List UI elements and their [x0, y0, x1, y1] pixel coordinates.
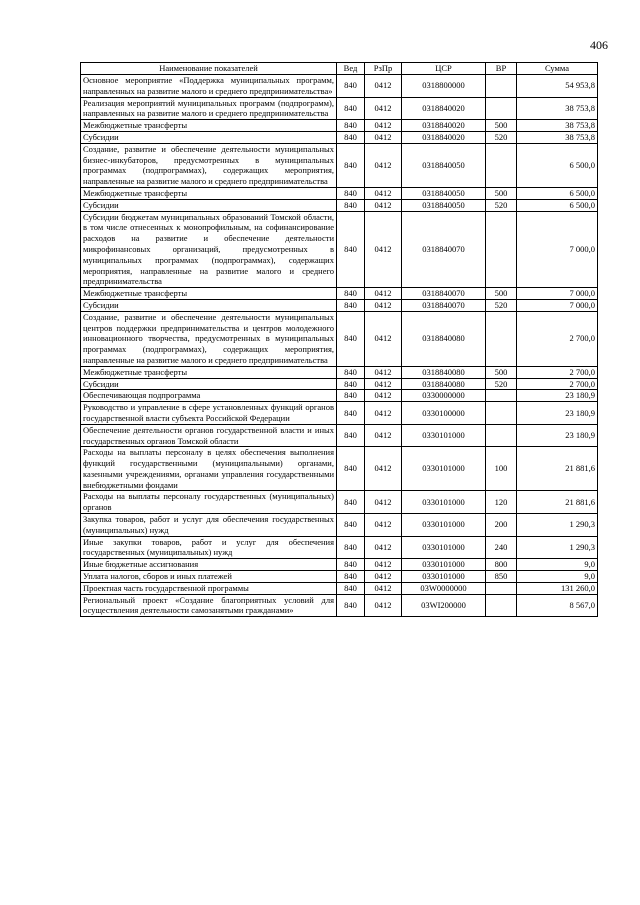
cell-csr: 0318840020 — [402, 131, 486, 143]
cell-csr: 0318840080 — [402, 366, 486, 378]
cell-ved: 840 — [337, 402, 365, 425]
cell-sum: 2 700,0 — [517, 311, 598, 366]
cell-name: Иные бюджетные ассигнования — [81, 559, 337, 571]
cell-csr: 0318840070 — [402, 299, 486, 311]
cell-csr: 0318840070 — [402, 288, 486, 300]
cell-name: Межбюджетные трансферты — [81, 120, 337, 132]
cell-sum: 2 700,0 — [517, 366, 598, 378]
cell-name: Основное мероприятие «Поддержка муниципальных программ, направленных на развитие малого и среднего предпринимательства» — [81, 75, 337, 98]
table-row — [81, 299, 598, 311]
cell-ved: 840 — [337, 97, 365, 120]
cell-ved: 840 — [337, 199, 365, 211]
cell-ved: 840 — [337, 447, 365, 491]
cell-vr: 200 — [486, 514, 517, 537]
table-row — [81, 311, 598, 366]
cell-ved: 840 — [337, 211, 365, 288]
cell-csr: 0330101000 — [402, 447, 486, 491]
cell-vr: 500 — [486, 366, 517, 378]
cell-csr: 0330100000 — [402, 402, 486, 425]
table-row — [81, 131, 598, 143]
cell-vr — [486, 75, 517, 98]
cell-ved: 840 — [337, 143, 365, 187]
cell-ved: 840 — [337, 594, 365, 617]
cell-name: Субсидии — [81, 378, 337, 390]
cell-ved: 840 — [337, 582, 365, 594]
table-row — [81, 378, 598, 390]
cell-sum: 38 753,8 — [517, 120, 598, 132]
cell-name: Обеспечение деятельности органов государственной власти и иных государственных органов Томской области — [81, 424, 337, 447]
cell-rzpr: 0412 — [365, 366, 402, 378]
cell-rzpr: 0412 — [365, 582, 402, 594]
cell-ved: 840 — [337, 187, 365, 199]
cell-sum: 6 500,0 — [517, 143, 598, 187]
cell-ved: 840 — [337, 311, 365, 366]
cell-vr: 520 — [486, 378, 517, 390]
table-row — [81, 390, 598, 402]
cell-csr: 0318840050 — [402, 187, 486, 199]
cell-name: Расходы на выплаты персоналу в целях обеспечения выполнения функций государственными (муниципальными) органами, казенными учреждениями, органами управления государственными внебюджетными фондами — [81, 447, 337, 491]
cell-rzpr: 0412 — [365, 75, 402, 98]
cell-ved: 840 — [337, 366, 365, 378]
cell-csr: 0318840020 — [402, 97, 486, 120]
cell-sum: 1 290,3 — [517, 514, 598, 537]
table-row — [81, 582, 598, 594]
header-sum: Сумма — [517, 63, 598, 75]
cell-name: Проектная часть государственной программы — [81, 582, 337, 594]
cell-vr — [486, 582, 517, 594]
cell-csr: 0318800000 — [402, 75, 486, 98]
cell-ved: 840 — [337, 536, 365, 559]
cell-csr: 0318840050 — [402, 143, 486, 187]
table-row — [81, 491, 598, 514]
cell-vr — [486, 390, 517, 402]
cell-ved: 840 — [337, 288, 365, 300]
header-ved: Вед — [337, 63, 365, 75]
cell-csr: 0330101000 — [402, 536, 486, 559]
cell-sum: 7 000,0 — [517, 299, 598, 311]
table-row — [81, 187, 598, 199]
cell-name: Руководство и управление в сфере установленных функций органов государственной власти субъекта Российской Федерации — [81, 402, 337, 425]
cell-name: Обеспечивающая подпрограмма — [81, 390, 337, 402]
cell-vr: 850 — [486, 571, 517, 583]
cell-vr: 240 — [486, 536, 517, 559]
cell-vr: 120 — [486, 491, 517, 514]
cell-vr: 520 — [486, 199, 517, 211]
cell-sum: 54 953,8 — [517, 75, 598, 98]
cell-sum: 2 700,0 — [517, 378, 598, 390]
cell-vr: 520 — [486, 299, 517, 311]
cell-name: Субсидии бюджетам муниципальных образований Томской области, в том числе отнесенных к монопрофильным, на софинансирование расходов на развитие и обеспечение деятельности микрофинансовых организаций, предусмотренных в муниципальных программах (подпрограммах), содержащих мероприятия, направленные на развитие малого и среднего предпринимательства — [81, 211, 337, 288]
cell-ved: 840 — [337, 299, 365, 311]
table-row — [81, 514, 598, 537]
table-row — [81, 288, 598, 300]
cell-vr — [486, 594, 517, 617]
header-rzpr: РзПр — [365, 63, 402, 75]
cell-csr: 0330101000 — [402, 514, 486, 537]
cell-name: Создание, развитие и обеспечение деятельности муниципальных центров поддержки предпринимательства и центров молодежного инновационного творчества, предусмотренных в муниципальных программах (подпрограммах), содержащих мероприятия, направленные на развитие малого и среднего предпринимательства — [81, 311, 337, 366]
cell-rzpr: 0412 — [365, 424, 402, 447]
cell-ved: 840 — [337, 75, 365, 98]
cell-csr: 0330101000 — [402, 571, 486, 583]
table-header-row — [81, 63, 598, 75]
cell-ved: 840 — [337, 514, 365, 537]
table-row — [81, 447, 598, 491]
table-row — [81, 199, 598, 211]
cell-rzpr: 0412 — [365, 288, 402, 300]
header-name: Наименование показателей — [81, 63, 337, 75]
cell-sum: 23 180,9 — [517, 390, 598, 402]
table-row — [81, 559, 598, 571]
cell-rzpr: 0412 — [365, 447, 402, 491]
cell-name: Региональный проект «Создание благоприятных условий для осуществления деятельности самозанятыми гражданами» — [81, 594, 337, 617]
header-csr: ЦСР — [402, 63, 486, 75]
cell-sum: 38 753,8 — [517, 131, 598, 143]
cell-name: Иные закупки товаров, работ и услуг для обеспечения государственных (муниципальных) нужд — [81, 536, 337, 559]
cell-name: Субсидии — [81, 199, 337, 211]
table-row — [81, 424, 598, 447]
cell-sum: 6 500,0 — [517, 199, 598, 211]
cell-ved: 840 — [337, 120, 365, 132]
cell-rzpr: 0412 — [365, 571, 402, 583]
cell-rzpr: 0412 — [365, 311, 402, 366]
cell-vr: 100 — [486, 447, 517, 491]
page-number: 406 — [590, 38, 608, 52]
cell-rzpr: 0412 — [365, 390, 402, 402]
cell-vr: 500 — [486, 120, 517, 132]
table-row — [81, 75, 598, 98]
cell-sum: 8 567,0 — [517, 594, 598, 617]
cell-ved: 840 — [337, 131, 365, 143]
cell-name: Субсидии — [81, 299, 337, 311]
cell-name: Субсидии — [81, 131, 337, 143]
cell-csr: 0318840080 — [402, 311, 486, 366]
cell-rzpr: 0412 — [365, 211, 402, 288]
table-row — [81, 594, 598, 617]
cell-csr: 0318840020 — [402, 120, 486, 132]
cell-csr: 0318840070 — [402, 211, 486, 288]
cell-vr — [486, 211, 517, 288]
cell-csr: 0318840050 — [402, 199, 486, 211]
table-row — [81, 211, 598, 288]
cell-rzpr: 0412 — [365, 97, 402, 120]
cell-sum: 1 290,3 — [517, 536, 598, 559]
cell-csr: 03W0000000 — [402, 582, 486, 594]
cell-rzpr: 0412 — [365, 536, 402, 559]
cell-sum: 7 000,0 — [517, 211, 598, 288]
cell-rzpr: 0412 — [365, 299, 402, 311]
cell-name: Расходы на выплаты персоналу государственных (муниципальных) органов — [81, 491, 337, 514]
cell-name: Создание, развитие и обеспечение деятельности муниципальных бизнес-инкубаторов, предусмотренных в муниципальных программах (подпрограммах), содержащих мероприятия, направленные на развитие малого и среднего предпринимательства — [81, 143, 337, 187]
table-row — [81, 97, 598, 120]
table-body — [81, 75, 598, 617]
budget-table — [80, 62, 598, 617]
cell-name: Реализация мероприятий муниципальных программ (подпрограмм), направленных на развитие малого и среднего предпринимательства — [81, 97, 337, 120]
table-row — [81, 366, 598, 378]
cell-name: Межбюджетные трансферты — [81, 366, 337, 378]
cell-name: Закупка товаров, работ и услуг для обеспечения государственных (муниципальных) нужд — [81, 514, 337, 537]
cell-rzpr: 0412 — [365, 514, 402, 537]
cell-sum: 21 881,6 — [517, 447, 598, 491]
cell-ved: 840 — [337, 390, 365, 402]
header-vr: ВР — [486, 63, 517, 75]
cell-sum: 6 500,0 — [517, 187, 598, 199]
cell-vr — [486, 424, 517, 447]
cell-rzpr: 0412 — [365, 143, 402, 187]
cell-sum: 23 180,9 — [517, 402, 598, 425]
cell-csr: 03WI200000 — [402, 594, 486, 617]
table-row — [81, 143, 598, 187]
cell-rzpr: 0412 — [365, 594, 402, 617]
cell-ved: 840 — [337, 424, 365, 447]
cell-vr — [486, 97, 517, 120]
cell-sum: 23 180,9 — [517, 424, 598, 447]
cell-rzpr: 0412 — [365, 199, 402, 211]
cell-csr: 0330101000 — [402, 559, 486, 571]
cell-rzpr: 0412 — [365, 559, 402, 571]
cell-vr — [486, 143, 517, 187]
cell-name: Уплата налогов, сборов и иных платежей — [81, 571, 337, 583]
cell-vr — [486, 402, 517, 425]
cell-ved: 840 — [337, 571, 365, 583]
cell-sum: 38 753,8 — [517, 97, 598, 120]
cell-csr: 0330000000 — [402, 390, 486, 402]
table-row — [81, 402, 598, 425]
cell-vr — [486, 311, 517, 366]
cell-ved: 840 — [337, 559, 365, 571]
cell-ved: 840 — [337, 491, 365, 514]
cell-sum: 9,0 — [517, 571, 598, 583]
cell-csr: 0330101000 — [402, 424, 486, 447]
cell-vr: 520 — [486, 131, 517, 143]
cell-sum: 21 881,6 — [517, 491, 598, 514]
cell-rzpr: 0412 — [365, 491, 402, 514]
cell-vr: 500 — [486, 187, 517, 199]
table-row — [81, 571, 598, 583]
cell-sum: 9,0 — [517, 559, 598, 571]
cell-csr: 0318840080 — [402, 378, 486, 390]
cell-rzpr: 0412 — [365, 131, 402, 143]
cell-vr: 800 — [486, 559, 517, 571]
table-row — [81, 536, 598, 559]
cell-rzpr: 0412 — [365, 187, 402, 199]
cell-rzpr: 0412 — [365, 402, 402, 425]
cell-ved: 840 — [337, 378, 365, 390]
cell-sum: 131 260,0 — [517, 582, 598, 594]
table-row — [81, 120, 598, 132]
cell-name: Межбюджетные трансферты — [81, 187, 337, 199]
cell-rzpr: 0412 — [365, 120, 402, 132]
cell-csr: 0330101000 — [402, 491, 486, 514]
cell-sum: 7 000,0 — [517, 288, 598, 300]
cell-name: Межбюджетные трансферты — [81, 288, 337, 300]
cell-rzpr: 0412 — [365, 378, 402, 390]
cell-vr: 500 — [486, 288, 517, 300]
